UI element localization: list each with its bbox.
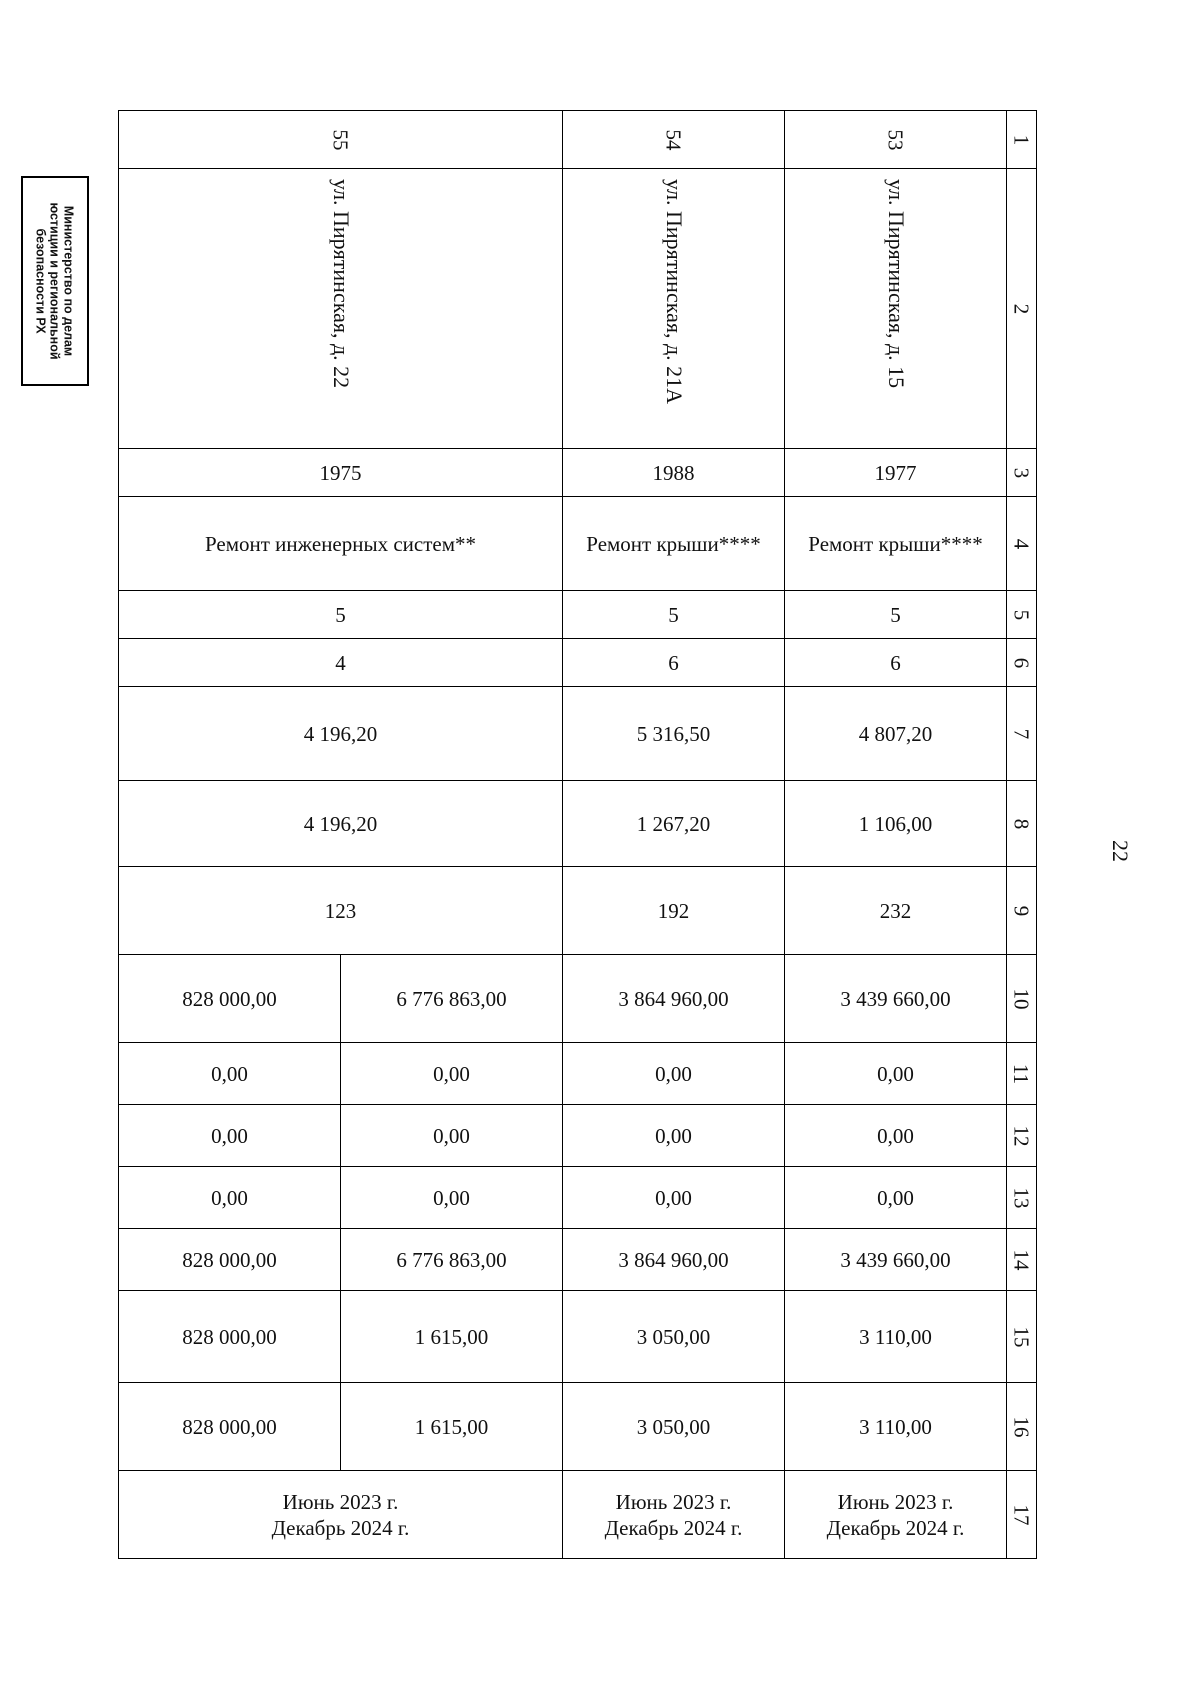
date-start: Июнь 2023 г. [837, 1489, 954, 1514]
table-row [119, 1105, 1037, 1167]
cell-value: 3 864 960,00 [563, 1229, 785, 1291]
date-start: Июнь 2023 г. [282, 1489, 399, 1514]
cell-value: 3 110,00 [785, 1291, 1007, 1383]
stamp-line: Министерство по делам [62, 205, 76, 357]
cell-value: 3 110,00 [785, 1383, 1007, 1471]
row-number: 5 [1007, 591, 1037, 639]
table-row [119, 111, 1037, 169]
cell-value: 4 807,20 [785, 687, 1007, 781]
cell-value: 4 196,20 [119, 687, 563, 781]
ministry-stamp [21, 176, 89, 386]
row-number: 12 [1007, 1105, 1037, 1167]
cell-value: 0,00 [341, 1043, 563, 1105]
cell-value: 6 776 863,00 [341, 1229, 563, 1291]
cell-value: 0,00 [563, 1105, 785, 1167]
cell-work-type: Ремонт инженерных систем** [119, 497, 563, 591]
row-number: 11 [1007, 1043, 1037, 1105]
page-number: 22 [1108, 840, 1133, 862]
cell-address: ул. Пирятинская, д. 15 [785, 169, 1007, 449]
cell-value: 1 267,20 [563, 781, 785, 867]
cell-value: 828 000,00 [119, 955, 341, 1043]
table-row [119, 1229, 1037, 1291]
cell-value: 5 316,50 [563, 687, 785, 781]
date-end: Декабрь 2024 г. [271, 1515, 410, 1540]
cell-dates [785, 1471, 1007, 1559]
cell-value: 828 000,00 [119, 1383, 341, 1471]
table-row [119, 1167, 1037, 1229]
cell-value: 6 [785, 639, 1007, 687]
cell-year: 1975 [119, 449, 563, 497]
table-row [119, 169, 1037, 449]
cell-value: 1 106,00 [785, 781, 1007, 867]
table-row [119, 781, 1037, 867]
date-end: Декабрь 2024 г. [826, 1515, 965, 1540]
cell-number: 55 [119, 111, 563, 169]
table-row [119, 639, 1037, 687]
cell-value: 828 000,00 [119, 1229, 341, 1291]
row-number: 13 [1007, 1167, 1037, 1229]
row-number: 2 [1007, 169, 1037, 449]
housing-repair-table [118, 110, 1037, 1559]
row-number: 7 [1007, 687, 1037, 781]
table-row [119, 955, 1037, 1043]
row-number: 4 [1007, 497, 1037, 591]
table-row [119, 1291, 1037, 1383]
cell-value: 0,00 [785, 1105, 1007, 1167]
cell-value: 0,00 [341, 1105, 563, 1167]
cell-value: 5 [785, 591, 1007, 639]
cell-work-type: Ремонт крыши**** [563, 497, 785, 591]
cell-value: 3 864 960,00 [563, 955, 785, 1043]
row-number: 15 [1007, 1291, 1037, 1383]
cell-value: 828 000,00 [119, 1291, 341, 1383]
table-row [119, 1043, 1037, 1105]
cell-value: 0,00 [785, 1043, 1007, 1105]
table-row [119, 687, 1037, 781]
cell-number: 54 [563, 111, 785, 169]
cell-value: 4 196,20 [119, 781, 563, 867]
cell-value: 192 [563, 867, 785, 955]
cell-address: ул. Пирятинская, д. 21А [563, 169, 785, 449]
table-row [119, 1383, 1037, 1471]
cell-value: 6 776 863,00 [341, 955, 563, 1043]
row-number: 17 [1007, 1471, 1037, 1559]
table-row [119, 1471, 1037, 1559]
cell-value: 3 050,00 [563, 1291, 785, 1383]
stamp-line: безопасности РХ [34, 228, 48, 334]
table-row [119, 449, 1037, 497]
row-number: 10 [1007, 955, 1037, 1043]
cell-value: 0,00 [119, 1105, 341, 1167]
row-number: 16 [1007, 1383, 1037, 1471]
stamp-text [34, 202, 76, 359]
cell-value: 0,00 [563, 1167, 785, 1229]
cell-address: ул. Пирятинская, д. 22 [119, 169, 563, 449]
cell-value: 0,00 [119, 1043, 341, 1105]
table-row [119, 867, 1037, 955]
row-number: 14 [1007, 1229, 1037, 1291]
row-number: 9 [1007, 867, 1037, 955]
table-row [119, 591, 1037, 639]
cell-work-type: Ремонт крыши**** [785, 497, 1007, 591]
cell-value: 1 615,00 [341, 1383, 563, 1471]
cell-value: 6 [563, 639, 785, 687]
cell-dates [119, 1471, 563, 1559]
row-number: 6 [1007, 639, 1037, 687]
cell-value: 5 [563, 591, 785, 639]
table-row [119, 497, 1037, 591]
cell-value: 232 [785, 867, 1007, 955]
row-number: 3 [1007, 449, 1037, 497]
cell-value: 0,00 [119, 1167, 341, 1229]
cell-value: 1 615,00 [341, 1291, 563, 1383]
cell-value: 0,00 [341, 1167, 563, 1229]
stamp-line: юстиции и региональной [48, 202, 62, 360]
cell-value: 0,00 [785, 1167, 1007, 1229]
cell-value: 3 050,00 [563, 1383, 785, 1471]
cell-value: 3 439 660,00 [785, 1229, 1007, 1291]
date-start: Июнь 2023 г. [615, 1489, 732, 1514]
cell-value: 0,00 [563, 1043, 785, 1105]
row-number: 8 [1007, 781, 1037, 867]
cell-year: 1988 [563, 449, 785, 497]
cell-value: 4 [119, 639, 563, 687]
row-number: 1 [1007, 111, 1037, 169]
cell-number: 53 [785, 111, 1007, 169]
cell-dates [563, 1471, 785, 1559]
date-end: Декабрь 2024 г. [604, 1515, 743, 1540]
cell-year: 1977 [785, 449, 1007, 497]
cell-value: 5 [119, 591, 563, 639]
cell-value: 123 [119, 867, 563, 955]
cell-value: 3 439 660,00 [785, 955, 1007, 1043]
